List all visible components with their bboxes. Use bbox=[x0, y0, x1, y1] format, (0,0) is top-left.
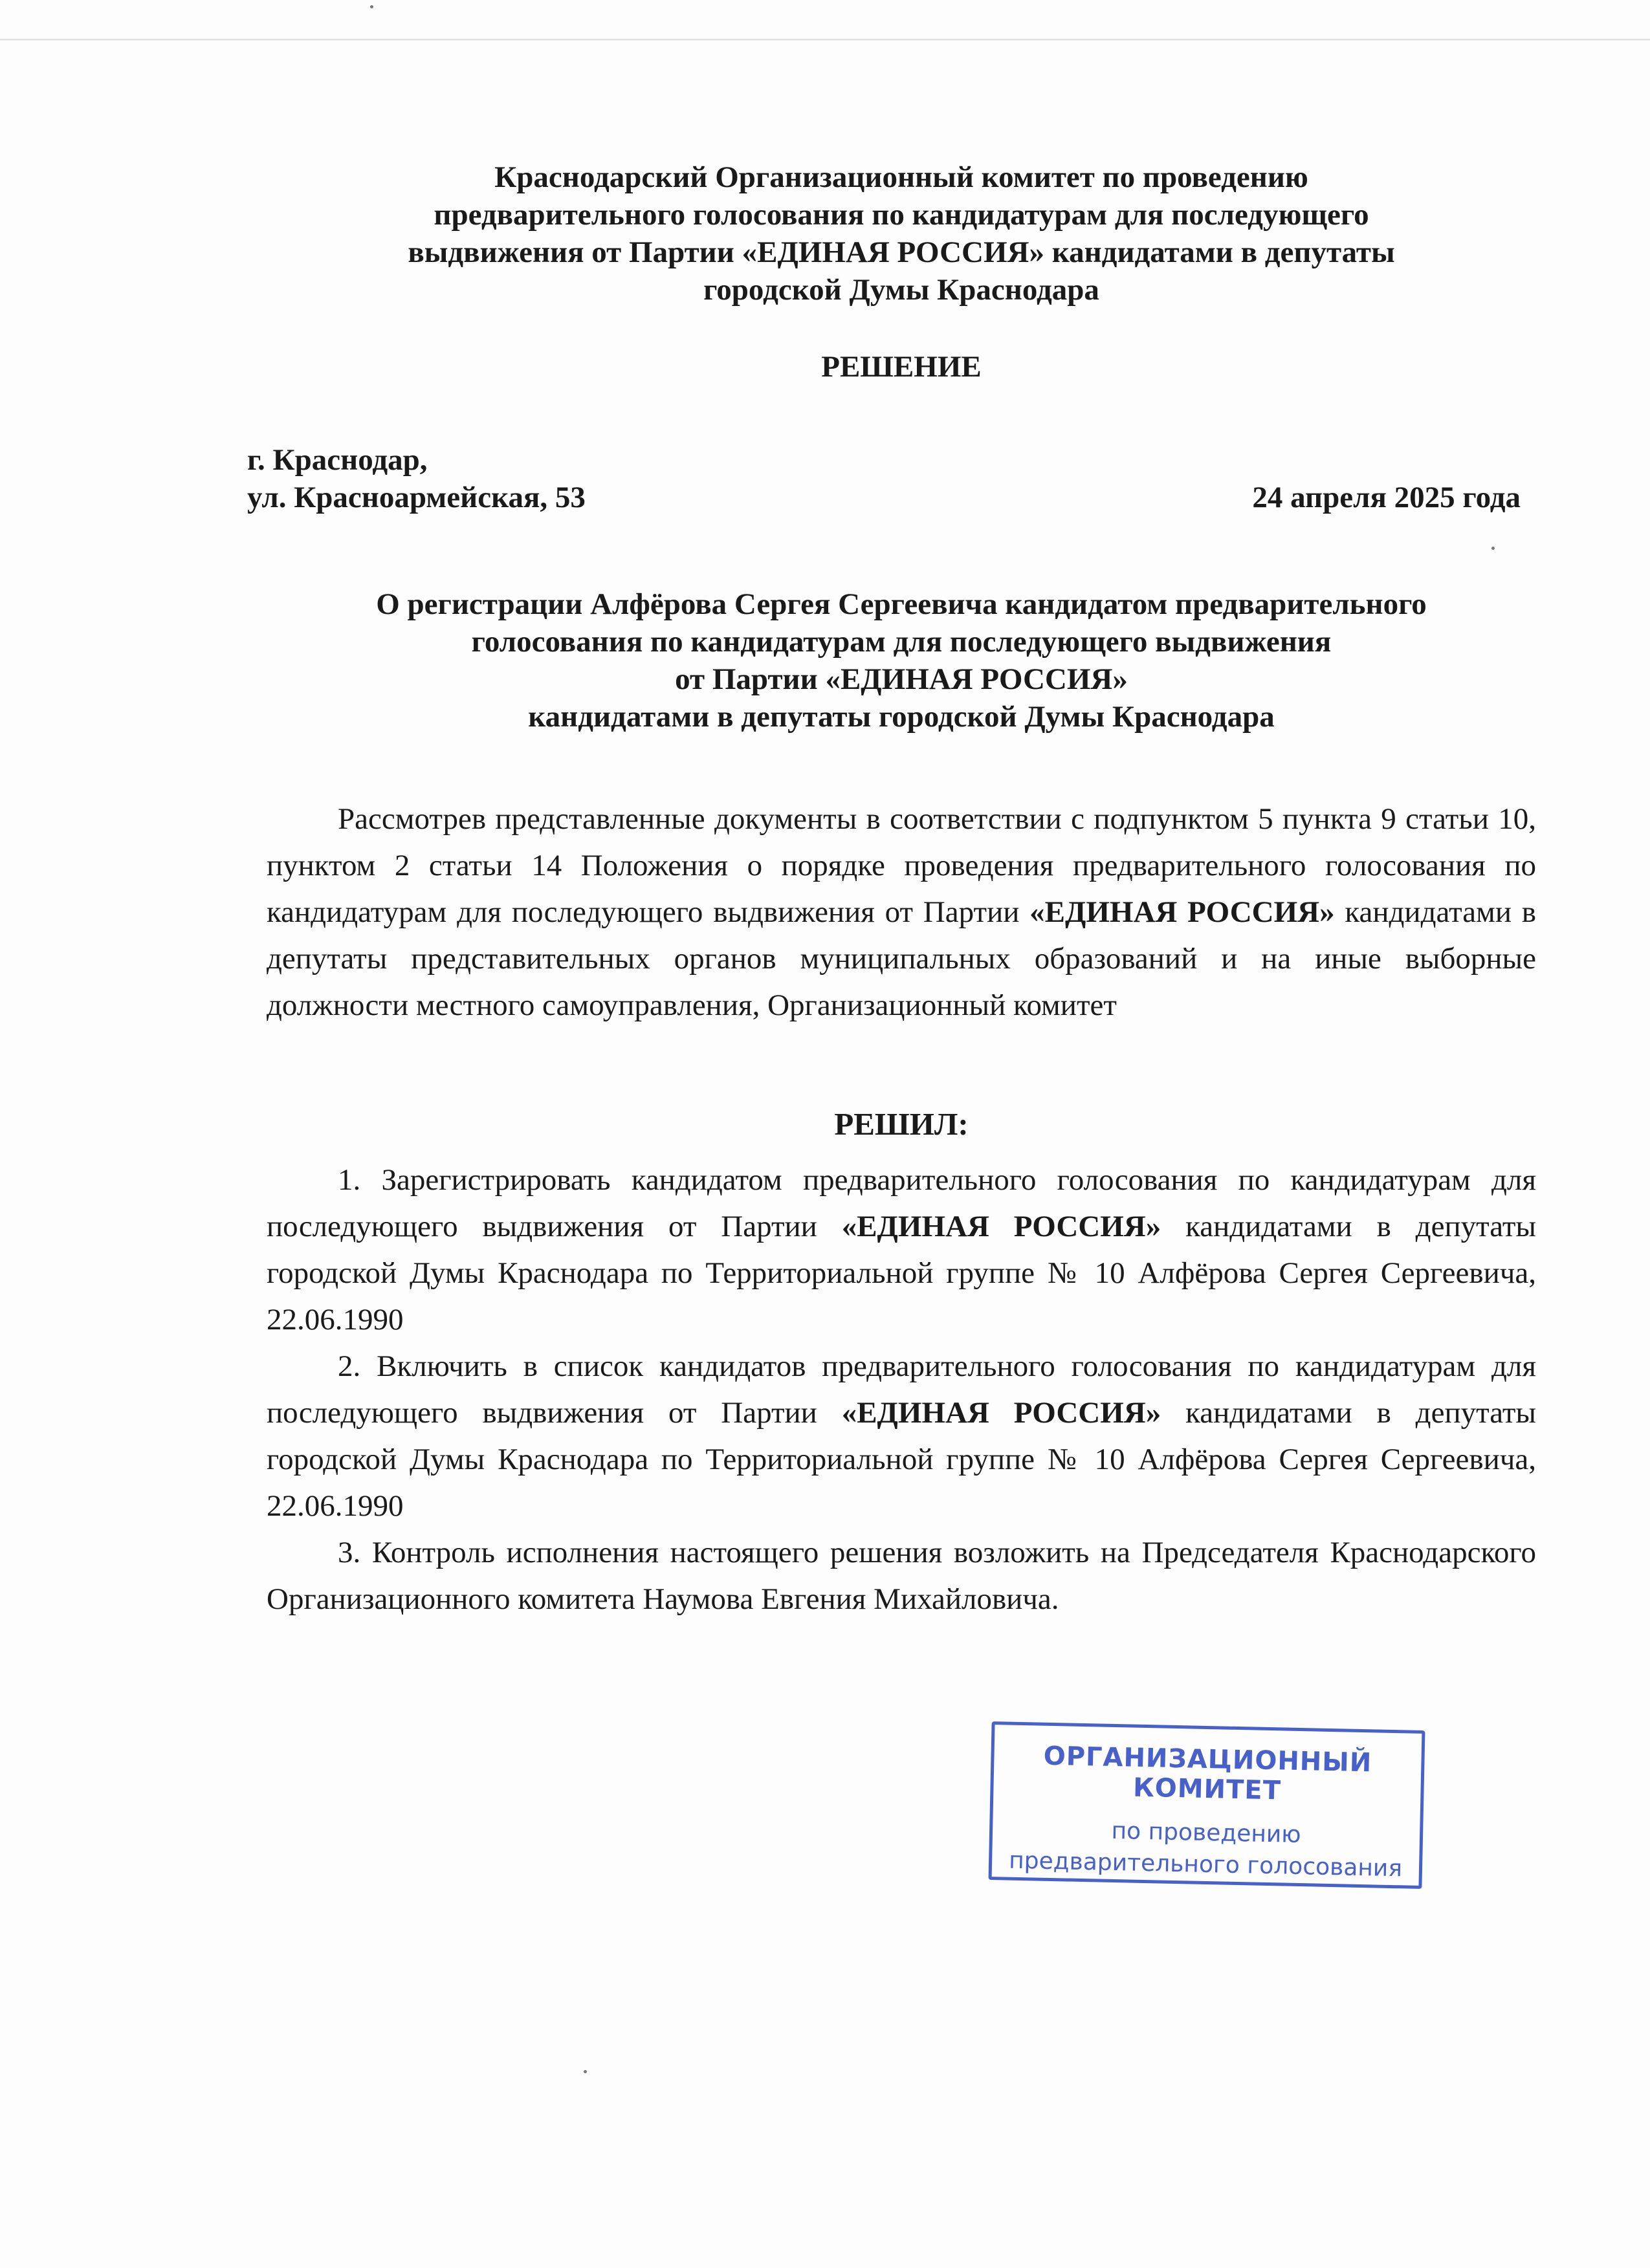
scan-speck bbox=[1491, 547, 1495, 550]
stamp-line-2: по проведению bbox=[1111, 1817, 1302, 1849]
party-name-bold: «ЕДИНАЯ РОССИЯ» bbox=[1029, 895, 1335, 929]
header-line: Краснодарский Организационный комитет по проведению bbox=[494, 160, 1308, 194]
decision-date: 24 апреля 2025 года bbox=[1252, 481, 1521, 514]
committee-header bbox=[267, 158, 1536, 309]
city-line: г. Краснодар, bbox=[247, 443, 428, 477]
subject-line: кандидатами в депутаты городской Думы Краснодара bbox=[528, 700, 1275, 734]
street-line: ул. Красноармейская, 53 bbox=[247, 481, 586, 514]
subject-line: О регистрации Алфёрова Сергея Сергеевича кандидатом предварительного bbox=[376, 587, 1427, 621]
preamble-paragraph bbox=[267, 796, 1536, 1029]
item-text-end: кандидатами в депутаты городской Думы Краснодара по Территориальной группе № 10 Алфёрова Сергея Сергеевича, 22.06.1990 bbox=[267, 1210, 1536, 1336]
item-text-start: 1. Зарегистрировать кандидатом предварительного голосования по кандидатурам для последующего выдвижения от Партии bbox=[267, 1163, 1536, 1243]
party-name-bold: «ЕДИНАЯ РОССИЯ» bbox=[841, 1396, 1161, 1430]
subject-line: от Партии «ЕДИНАЯ РОССИЯ» bbox=[675, 662, 1128, 696]
header-line: городской Думы Краснодара bbox=[703, 273, 1099, 307]
place-address bbox=[247, 441, 700, 516]
scan-speck bbox=[370, 5, 373, 8]
item-text-start: 3. Контроль исполнения настоящего решения возложить на Председателя Краснодарского Организационного комитета Наумова Евгения Михайловича. bbox=[267, 1536, 1536, 1616]
scan-speck bbox=[584, 2070, 587, 2073]
stamp-line-1: ОРГАНИЗАЦИОННЫЙ КОМИТЕТ bbox=[1043, 1741, 1372, 1806]
item-text-end: кандидатами в депутаты городской Думы Краснодара по Территориальной группе № 10 Алфёрова Сергея Сергеевича, 22.06.1990 bbox=[267, 1396, 1536, 1523]
scan-edge bbox=[0, 39, 1650, 41]
committee-stamp bbox=[989, 1721, 1425, 1889]
preamble-text-start: Рассмотрев представленные документы в соответствии с подпунктом 5 пункта 9 статьи 10, пунктом 2 статьи 14 Положения о порядке проведения предварительного голосования по кандидатурам для последующего выдвижения от Партии bbox=[267, 802, 1536, 929]
resolution-items bbox=[267, 1157, 1536, 1622]
stamp-line-3: предварительного голосования bbox=[1008, 1847, 1403, 1882]
subject-line: голосования по кандидатурам для последующего выдвижения bbox=[471, 625, 1332, 659]
header-line: выдвижения от Партии «ЕДИНАЯ РОССИЯ» кандидатами в депутаты bbox=[408, 235, 1395, 269]
resolution-item-2 bbox=[267, 1343, 1536, 1529]
decision-title: РЕШЕНИЕ bbox=[821, 350, 982, 384]
resolution-item-3 bbox=[267, 1529, 1536, 1622]
resolved-title: РЕШИЛ: bbox=[834, 1106, 969, 1142]
resolution-item-1 bbox=[267, 1157, 1536, 1343]
item-text-start: 2. Включить в список кандидатов предварительного голосования по кандидатурам для последующего выдвижения от Партии bbox=[267, 1349, 1536, 1430]
header-line: предварительного голосования по кандидатурам для последующего bbox=[434, 198, 1369, 232]
party-name-bold: «ЕДИНАЯ РОССИЯ» bbox=[841, 1210, 1161, 1243]
decision-subject bbox=[267, 585, 1536, 736]
preamble-text-end: кандидатами в депутаты представительных органов муниципальных образований и на иные выборные должности местного самоуправления, Организационный комитет bbox=[267, 895, 1536, 1022]
